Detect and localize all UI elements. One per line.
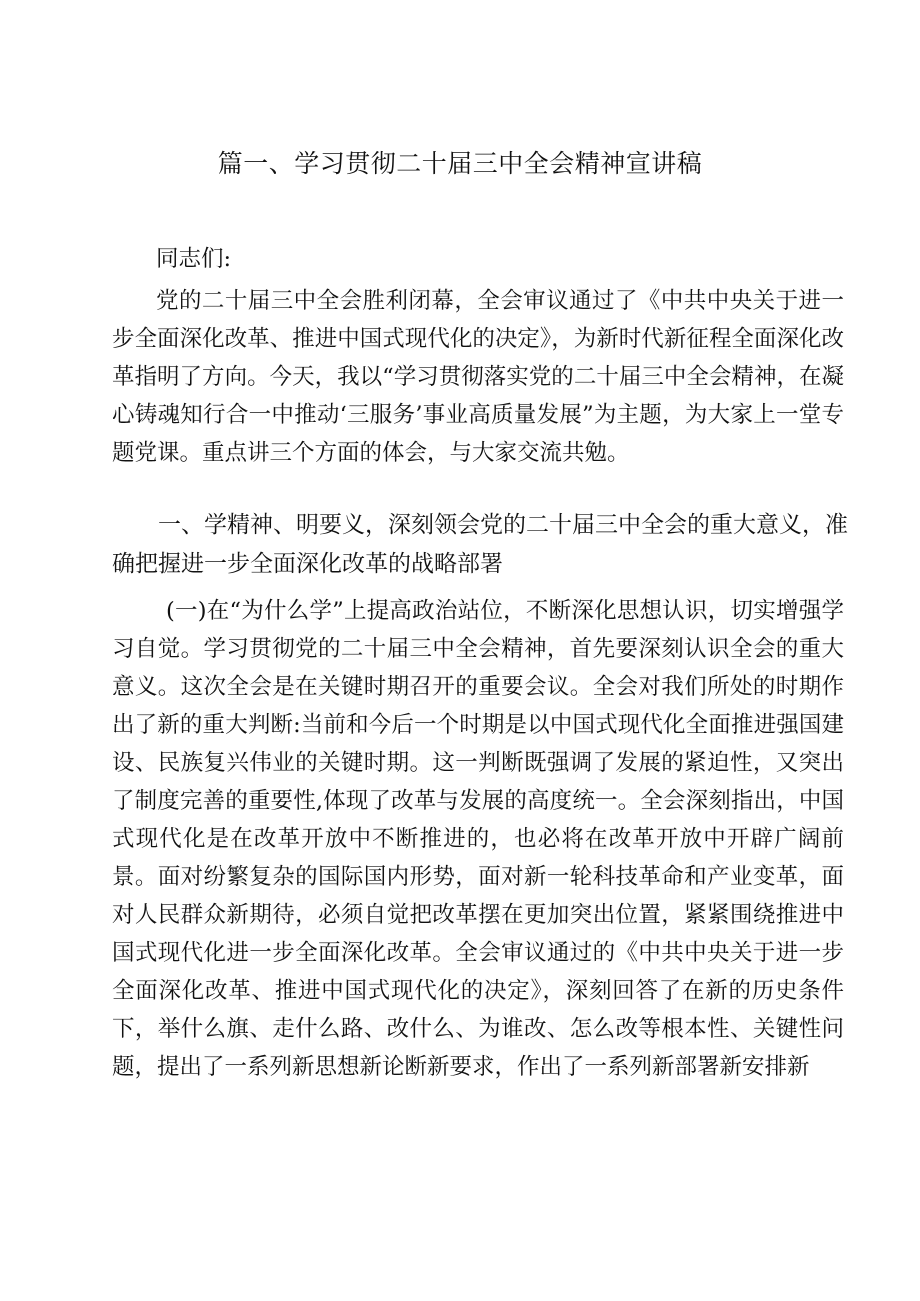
salutation: 同志们: <box>156 246 232 272</box>
section1-paragraph: (一)在“为什么学”上提高政治站位，不断深化思想认识，切实增强学习自觉。学习贯彻党的二十届三中全会精神，首先要深刻认识全会的重大意义。这次全会是在关键时期召开的重要会议。全会对我们所处的时期作出了新的重大判断:当前和今后一个时期是以中国式现代化全面推进强国建设、民族复兴伟业的关键时期。这一判断既强调了发展的紧迫性，又突出了制度完善的重要性,体现了改革与发展的高度统一。全会深刻指出，中国式现代化是在改革开放中不断推进的，也必将在改革开放中开辟广阔前景。面对纷繁复杂的国际国内形势，面对新一轮科技革命和产业变革，面对人民群众新期待，必须自觉把改革摆在更加突出位置，紧紧围绕推进中国式现代化进一步全面深化改革。全会审议通过的《中共中央关于进一步全面深化改革、推进中国式现代化的决定》，深刻回答了在新的历史条件下，举什么旗、走什么路、改什么、为谁改、怎么改等根本性、关键性问题，提出了一系列新思想新论断新要求，作出了一系列新部署新安排新 <box>112 598 844 1080</box>
section-heading-1: 一、学精神、明要义，深刻领会党的二十届三中全会的重大意义，准确把握进一步全面深化改革的战略部署 <box>112 512 848 577</box>
document-title: 篇一、学习贯彻二十届三中全会精神宣讲稿 <box>217 149 703 178</box>
intro-paragraph: 党的二十届三中全会胜利闭幕，全会审议通过了《中共中央关于进一步全面深化改革、推进中国式现代化的决定》，为新时代新征程全面深化改革指明了方向。今天，我以“学习贯彻落实党的二十届三中全会精神，在凝心铸魂知行合一中推动‘三服务’事业高质量发展”为主题，为大家上一堂专题党课。重点讲三个方面的体会，与大家交流共勉。 <box>112 288 844 466</box>
